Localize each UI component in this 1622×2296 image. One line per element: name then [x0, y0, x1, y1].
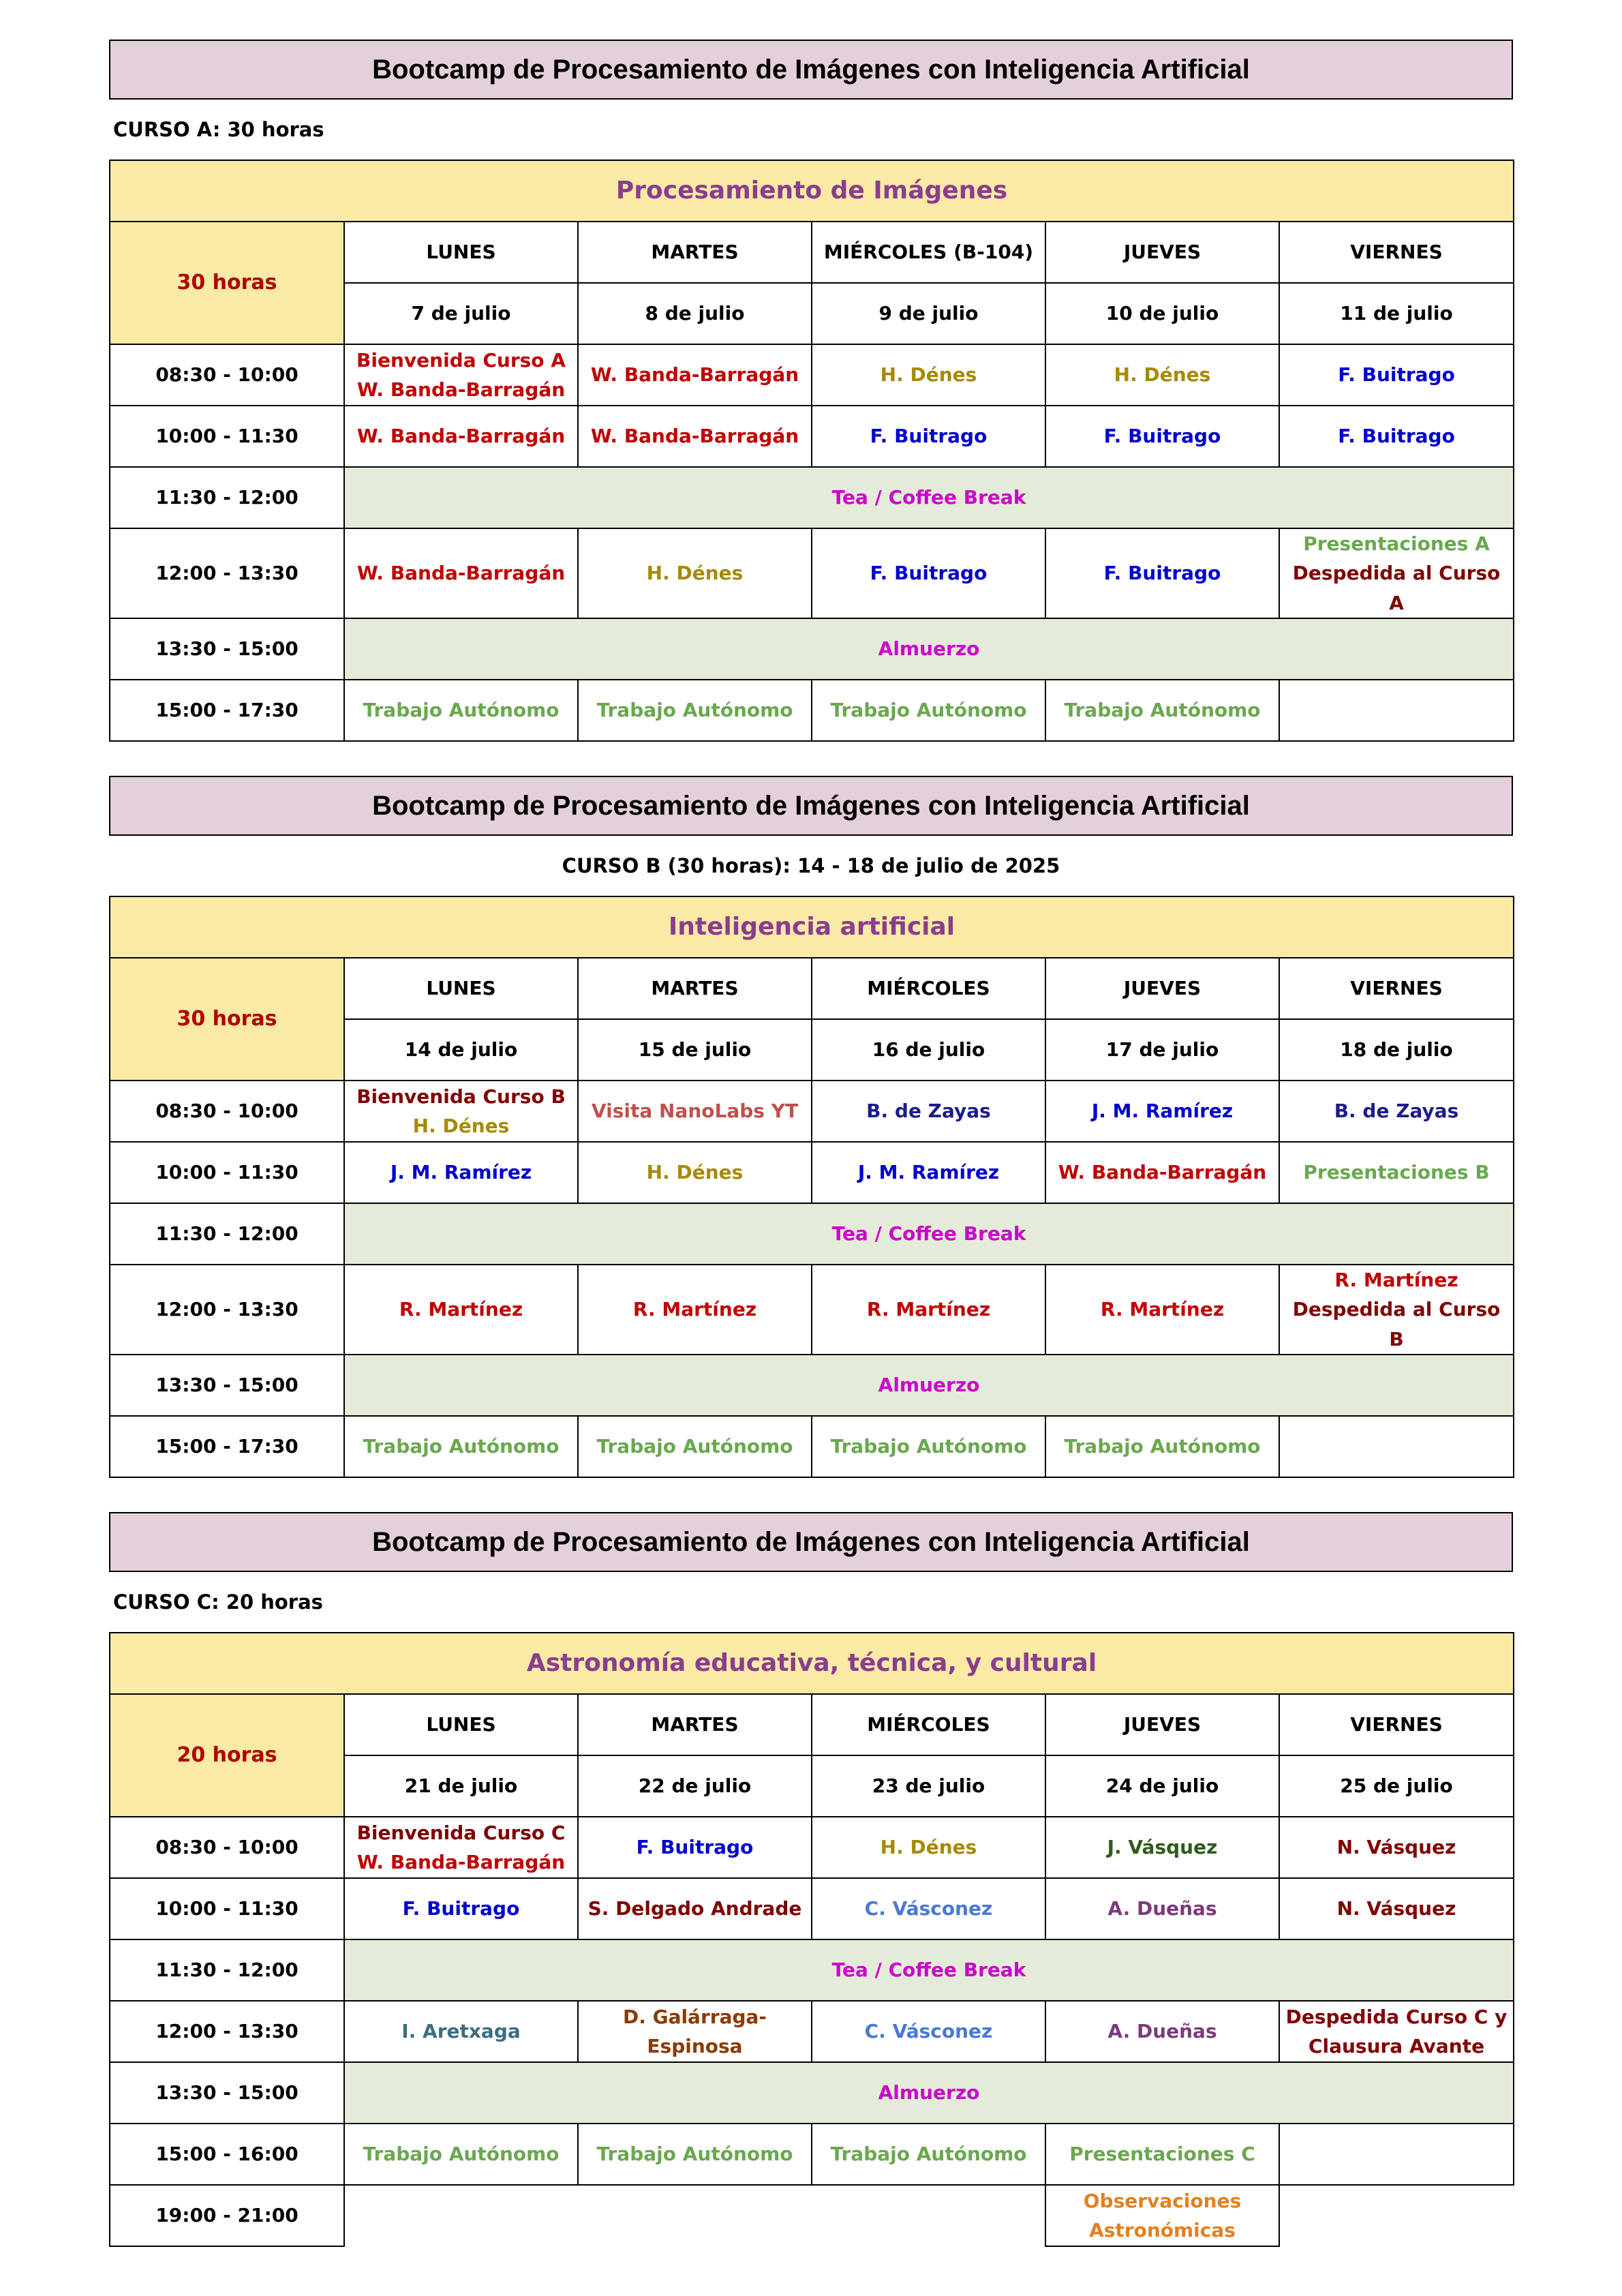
- table-row: [110, 1416, 1514, 1477]
- session-cell: Presentaciones C: [1045, 2124, 1279, 2185]
- session-cell: Trabajo Autónomo: [578, 680, 812, 741]
- lunch-break: Almuerzo: [344, 618, 1514, 680]
- empty-cell: [1279, 1416, 1514, 1477]
- table-row: [110, 2185, 1514, 2246]
- session-part: Bienvenida Curso C: [356, 1821, 566, 1844]
- day-header: JUEVES: [1045, 958, 1279, 1019]
- day-header: JUEVES: [1045, 222, 1279, 283]
- date-header: 11 de julio: [1279, 283, 1514, 344]
- session-cell: J. M. Ramírez: [1045, 1081, 1279, 1142]
- session-cell: Trabajo Autónomo: [1045, 680, 1279, 741]
- course-name: Astronomía educativa, técnica, y cultural: [110, 1633, 1514, 1694]
- time-slot: 12:00 - 13:30: [110, 1265, 344, 1355]
- course-name: Inteligencia artificial: [110, 896, 1514, 958]
- table-row: [110, 2062, 1514, 2124]
- table-row: [110, 1265, 1514, 1355]
- session-part: Despedida al Curso A: [1292, 562, 1501, 614]
- session-cell: F. Buitrago: [1045, 406, 1279, 467]
- table-row: [110, 406, 1514, 467]
- session-cell: H. Dénes: [578, 1142, 812, 1203]
- empty-cell: [578, 2185, 812, 2246]
- time-slot: 10:00 - 11:30: [110, 1142, 344, 1203]
- session-part: R. Martínez: [1334, 1269, 1458, 1291]
- lunch-break: Almuerzo: [344, 2062, 1514, 2124]
- table-row: [110, 1142, 1514, 1203]
- day-header: JUEVES: [1045, 1694, 1279, 1755]
- time-slot: 12:00 - 13:30: [110, 528, 344, 618]
- course-subtitle: CURSO B (30 horas): 14 - 18 de julio de 2025: [562, 854, 1060, 877]
- table-row: [110, 1817, 1514, 1878]
- day-header: VIERNES: [1279, 958, 1514, 1019]
- session-cell: Trabajo Autónomo: [578, 2124, 812, 2185]
- session-cell: W. Banda-Barragán: [578, 406, 812, 467]
- session-cell: F. Buitrago: [812, 528, 1045, 618]
- session-cell: F. Buitrago: [1045, 528, 1279, 618]
- course-b-block: [109, 776, 1513, 1478]
- time-slot: 12:00 - 13:30: [110, 2001, 344, 2062]
- session-cell: Presentaciones B: [1279, 1142, 1514, 1203]
- session-cell: R. Martínez: [344, 1265, 578, 1355]
- date-header: 14 de julio: [344, 1019, 578, 1081]
- session-cell: Trabajo Autónomo: [812, 1416, 1045, 1477]
- time-slot: 15:00 - 17:30: [110, 680, 344, 741]
- time-slot: 13:30 - 15:00: [110, 2062, 344, 2124]
- session-cell: [1279, 1265, 1514, 1355]
- session-cell: Trabajo Autónomo: [578, 1416, 812, 1477]
- table-row: [110, 1633, 1514, 1694]
- session-cell: J. M. Ramírez: [344, 1142, 578, 1203]
- time-slot: 10:00 - 11:30: [110, 406, 344, 467]
- day-header: MIÉRCOLES: [812, 1694, 1045, 1755]
- session-part: H. Dénes: [412, 1115, 510, 1137]
- day-header: MARTES: [578, 958, 812, 1019]
- date-header: 24 de julio: [1045, 1755, 1279, 1817]
- time-slot: 15:00 - 17:30: [110, 1416, 344, 1477]
- session-cell: Trabajo Autónomo: [344, 2124, 578, 2185]
- lunch-break: Almuerzo: [344, 1355, 1514, 1416]
- time-slot: 08:30 - 10:00: [110, 344, 344, 406]
- session-cell: J. M. Ramírez: [812, 1142, 1045, 1203]
- main-title: Bootcamp de Procesamiento de Imágenes con Inteligencia Artificial: [109, 1512, 1513, 1572]
- table-row: [110, 1203, 1514, 1265]
- empty-cell: [1279, 2124, 1514, 2185]
- day-header: LUNES: [344, 1694, 578, 1755]
- date-header: 10 de julio: [1045, 283, 1279, 344]
- session-cell: H. Dénes: [1045, 344, 1279, 406]
- session-cell: F. Buitrago: [578, 1817, 812, 1878]
- hours-label: 30 horas: [110, 958, 344, 1081]
- day-header: MARTES: [578, 222, 812, 283]
- session-cell: A. Dueñas: [1045, 2001, 1279, 2062]
- session-cell: Trabajo Autónomo: [812, 680, 1045, 741]
- session-part: Bienvenida Curso B: [356, 1085, 566, 1108]
- date-header: 25 de julio: [1279, 1755, 1514, 1817]
- course-subtitle: CURSO A: 30 horas: [113, 118, 324, 141]
- session-cell: F. Buitrago: [1279, 344, 1514, 406]
- session-cell: F. Buitrago: [812, 406, 1045, 467]
- session-cell: N. Vásquez: [1279, 1878, 1514, 1939]
- main-title: Bootcamp de Procesamiento de Imágenes con Inteligencia Artificial: [109, 40, 1513, 100]
- date-header: 22 de julio: [578, 1755, 812, 1817]
- coffee-break: Tea / Coffee Break: [344, 1939, 1514, 2001]
- empty-cell: [812, 2185, 1045, 2246]
- table-row: [110, 958, 1514, 1019]
- time-slot: 11:30 - 12:00: [110, 1939, 344, 2001]
- session-cell: F. Buitrago: [344, 1878, 578, 1939]
- schedule-table: [109, 1632, 1514, 2247]
- session-cell: C. Vásconez: [812, 2001, 1045, 2062]
- time-slot: 10:00 - 11:30: [110, 1878, 344, 1939]
- session-cell: Trabajo Autónomo: [812, 2124, 1045, 2185]
- session-cell: [1279, 528, 1514, 618]
- time-slot: 08:30 - 10:00: [110, 1817, 344, 1878]
- empty-cell: [344, 2185, 578, 2246]
- table-row: [110, 160, 1514, 222]
- session-part: Presentaciones A: [1303, 532, 1490, 555]
- day-header: VIERNES: [1279, 222, 1514, 283]
- date-header: 17 de julio: [1045, 1019, 1279, 1081]
- date-header: 8 de julio: [578, 283, 812, 344]
- session-cell: W. Banda-Barragán: [1045, 1142, 1279, 1203]
- date-header: 23 de julio: [812, 1755, 1045, 1817]
- date-header: 18 de julio: [1279, 1019, 1514, 1081]
- date-header: 7 de julio: [344, 283, 578, 344]
- table-row: [110, 1939, 1514, 2001]
- coffee-break: Tea / Coffee Break: [344, 1203, 1514, 1265]
- table-row: [110, 1694, 1514, 1755]
- schedule-table: [109, 160, 1514, 742]
- session-cell: S. Delgado Andrade: [578, 1878, 812, 1939]
- time-slot: 13:30 - 15:00: [110, 618, 344, 680]
- session-cell: Bienvenida Curso A W. Banda-Barragán: [344, 344, 578, 406]
- table-row: [110, 1081, 1514, 1142]
- main-title: Bootcamp de Procesamiento de Imágenes con Inteligencia Artificial: [109, 776, 1513, 836]
- session-cell: H. Dénes: [812, 344, 1045, 406]
- session-cell: R. Martínez: [578, 1265, 812, 1355]
- table-row: [110, 896, 1514, 958]
- session-cell: Trabajo Autónomo: [344, 680, 578, 741]
- table-row: [110, 2124, 1514, 2185]
- session-cell: Trabajo Autónomo: [1045, 1416, 1279, 1477]
- session-cell: W. Banda-Barragán: [344, 528, 578, 618]
- schedule-table: [109, 896, 1514, 1478]
- table-row: [110, 222, 1514, 283]
- time-slot: 13:30 - 15:00: [110, 1355, 344, 1416]
- time-slot: 08:30 - 10:00: [110, 1081, 344, 1142]
- day-header: MIÉRCOLES (B-104): [812, 222, 1045, 283]
- day-header: LUNES: [344, 222, 578, 283]
- table-row: [110, 2001, 1514, 2062]
- session-cell: F. Buitrago: [1279, 406, 1514, 467]
- session-cell: Visita NanoLabs YT: [578, 1081, 812, 1142]
- time-slot: 19:00 - 21:00: [110, 2185, 344, 2246]
- session-cell: A. Dueñas: [1045, 1878, 1279, 1939]
- table-row: [110, 618, 1514, 680]
- hours-label: 20 horas: [110, 1694, 344, 1817]
- session-cell: B. de Zayas: [812, 1081, 1045, 1142]
- date-header: 9 de julio: [812, 283, 1045, 344]
- time-slot: 15:00 - 16:00: [110, 2124, 344, 2185]
- course-a-block: [109, 40, 1513, 742]
- coffee-break: Tea / Coffee Break: [344, 467, 1514, 528]
- day-header: LUNES: [344, 958, 578, 1019]
- date-header: 15 de julio: [578, 1019, 812, 1081]
- session-cell: B. de Zayas: [1279, 1081, 1514, 1142]
- session-part: Despedida al Curso B: [1292, 1298, 1501, 1350]
- session-cell: H. Dénes: [578, 528, 812, 618]
- course-subtitle: CURSO C: 20 horas: [113, 1590, 323, 1614]
- time-slot: 11:30 - 12:00: [110, 467, 344, 528]
- session-part: W. Banda-Barragán: [356, 1851, 566, 1873]
- table-row: [110, 1878, 1514, 1939]
- time-slot: 11:30 - 12:00: [110, 1203, 344, 1265]
- session-cell: J. Vásquez: [1045, 1817, 1279, 1878]
- course-c-block: [109, 1512, 1513, 2247]
- table-row: [110, 467, 1514, 528]
- session-cell: [344, 1081, 578, 1142]
- session-cell: Trabajo Autónomo: [344, 1416, 578, 1477]
- empty-cell: [1279, 2185, 1514, 2246]
- session-cell: Despedida Curso C y Clausura Avante: [1279, 2001, 1514, 2062]
- course-name: Procesamiento de Imágenes: [110, 160, 1514, 222]
- empty-cell: [1279, 680, 1514, 741]
- session-cell: C. Vásconez: [812, 1878, 1045, 1939]
- table-row: [110, 528, 1514, 618]
- session-cell: H. Dénes: [812, 1817, 1045, 1878]
- day-header: MIÉRCOLES: [812, 958, 1045, 1019]
- session-cell: R. Martínez: [1045, 1265, 1279, 1355]
- session-cell: N. Vásquez: [1279, 1817, 1514, 1878]
- day-header: VIERNES: [1279, 1694, 1514, 1755]
- date-header: 21 de julio: [344, 1755, 578, 1817]
- session-cell: W. Banda-Barragán: [344, 406, 578, 467]
- session-cell: R. Martínez: [812, 1265, 1045, 1355]
- table-row: [110, 344, 1514, 406]
- date-header: 16 de julio: [812, 1019, 1045, 1081]
- table-row: [110, 680, 1514, 741]
- table-row: [110, 1355, 1514, 1416]
- session-cell: [344, 1817, 578, 1878]
- session-cell: D. Galárraga-Espinosa: [578, 2001, 812, 2062]
- session-cell: W. Banda-Barragán: [578, 344, 812, 406]
- day-header: MARTES: [578, 1694, 812, 1755]
- session-cell: I. Aretxaga: [344, 2001, 578, 2062]
- session-cell: Observaciones Astronómicas: [1045, 2185, 1279, 2246]
- hours-label: 30 horas: [110, 222, 344, 344]
